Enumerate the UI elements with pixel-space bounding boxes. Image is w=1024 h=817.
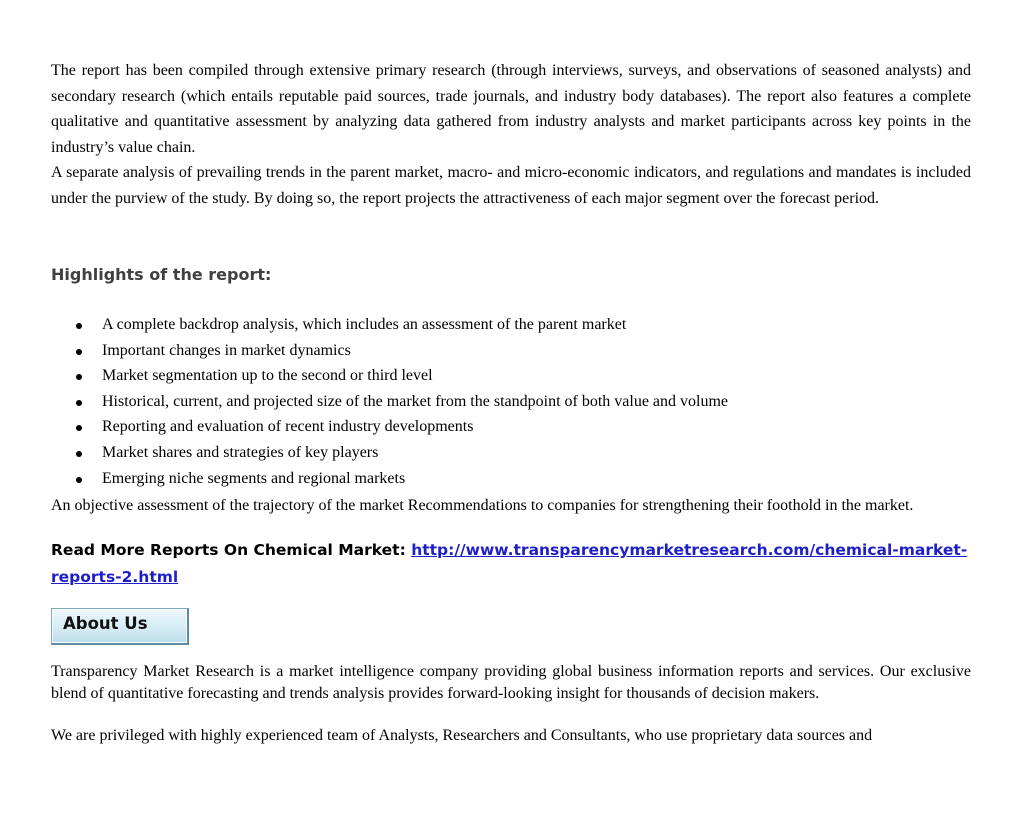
list-item [51, 363, 728, 389]
about-us-heading-box [51, 608, 189, 645]
highlights-list [51, 312, 728, 491]
list-item-text: Reporting and evaluation of recent industry developments [102, 418, 474, 436]
about-us-heading: About Us [63, 614, 148, 633]
bullet-icon [76, 477, 82, 483]
list-item [51, 440, 728, 466]
list-item [51, 312, 728, 338]
list-item [51, 414, 728, 440]
read-more-label: Read More Reports On Chemical Market: [51, 541, 412, 559]
list-item-text: A complete backdrop analysis, which includes an assessment of the parent market [102, 316, 627, 333]
highlights-heading: Highlights of the report: [51, 265, 272, 284]
objective-paragraph: An objective assessment of the trajectory of the market Recommendations to companies for strengthening their foothold in the market. [51, 497, 914, 514]
bullet-icon [76, 425, 82, 431]
read-more-line [51, 537, 971, 591]
document-page [51, 58, 971, 744]
list-item [51, 338, 728, 364]
list-item-text: Market segmentation up to the second or third level [102, 367, 433, 385]
bullet-icon [76, 451, 82, 457]
intro-paragraph-1: The report has been compiled through extensive primary research (through interviews, surveys, and observations of seasoned analysts) and secondary research (which entails reputable paid sources, trade journals, and industry body databases). The report also features a complete qualitative and quantitative assessment by analyzing data gathered from industry analysts and market participants across key points in the industry’s value chain. [51, 62, 971, 156]
list-item [51, 466, 728, 492]
bullet-icon [76, 349, 82, 355]
list-item [51, 389, 728, 415]
bullet-icon [76, 374, 82, 380]
list-item-text: Important changes in market dynamics [102, 341, 351, 359]
intro-paragraph-2: A separate analysis of prevailing trends in the parent market, macro- and micro-economic indicators, and regulations and mandates is included under the purview of the study. By doing so, the report projects the attractiveness of each major segment over the forecast period. [51, 164, 971, 207]
list-item-text: Emerging niche segments and regional markets [102, 469, 406, 487]
chemical-reports-link[interactable]: http://www.transparencymarketresearch.com/chemical-market-reports-2.html [51, 541, 968, 586]
bullet-icon [76, 400, 82, 406]
list-item-text: Market shares and strategies of key players [102, 443, 379, 461]
list-item-text: Historical, current, and projected size of the market from the standpoint of both value and volume [102, 392, 729, 410]
about-paragraph-1: Transparency Market Research is a market intelligence company providing global business information reports and services. Our exclusive blend of quantitative forecasting and trends analysis provides forward-looking insight for thousands of decision makers. [51, 663, 971, 702]
about-paragraph-2: We are privileged with highly experienced team of Analysts, Researchers and Consultants, who use proprietary data sources and [51, 727, 873, 744]
bullet-icon [76, 323, 82, 329]
